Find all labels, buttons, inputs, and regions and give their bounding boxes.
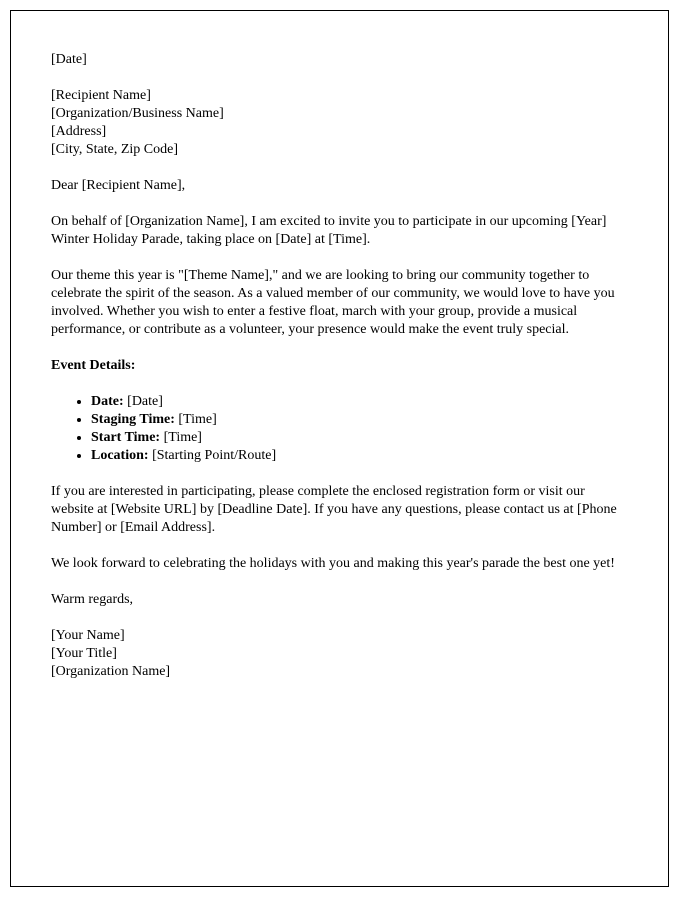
event-detail-date	[91, 393, 622, 411]
salutation: Dear [Recipient Name],	[51, 178, 186, 193]
recipient-address: [Address]	[51, 124, 107, 139]
event-detail-staging-time	[91, 411, 622, 429]
event-detail-start-time-label: Start Time:	[91, 430, 161, 445]
recipient-organization: [Organization/Business Name]	[51, 106, 224, 121]
event-detail-location	[91, 447, 622, 465]
event-detail-staging-time-value: [Time]	[174, 412, 217, 427]
event-details-heading: Event Details:	[51, 358, 136, 373]
event-detail-date-label: Date:	[91, 394, 124, 409]
event-detail-location-label: Location:	[91, 448, 149, 463]
paragraph-closing: We look forward to celebrating the holidays with you and making this year's parade the best one yet!	[51, 556, 615, 571]
event-details-list	[51, 393, 622, 465]
event-detail-start-time-value: [Time]	[160, 430, 202, 445]
recipient-city-state-zip: [City, State, Zip Code]	[51, 142, 179, 157]
paragraph-registration: If you are interested in participating, please complete the enclosed registration form or visit our website at [Website URL] by [Deadline Date]. If you have any questions, please contact us at [Phone Number] or [Email Address].	[51, 484, 617, 535]
event-detail-location-value: [Starting Point/Route]	[148, 448, 277, 463]
recipient-name: [Recipient Name]	[51, 88, 151, 103]
event-detail-start-time	[91, 429, 622, 447]
signature-name: [Your Name]	[51, 628, 125, 643]
recipient-address-block	[51, 87, 622, 159]
signature-block	[51, 627, 622, 681]
letter-page	[10, 10, 669, 887]
event-detail-date-value: [Date]	[123, 394, 163, 409]
signature-organization: [Organization Name]	[51, 664, 171, 679]
letter-date: [Date]	[51, 52, 87, 67]
paragraph-theme: Our theme this year is "[Theme Name]," and we are looking to bring our community together to celebrate the spirit of the season. As a valued member of our community, we would love to have you involved. Whether you wish to enter a festive float, march with your group, provide a musical performance, or contribute as a volunteer, your presence would make the event truly special.	[51, 268, 615, 337]
valediction: Warm regards,	[51, 592, 134, 607]
event-detail-staging-time-label: Staging Time:	[91, 412, 175, 427]
paragraph-intro: On behalf of [Organization Name], I am excited to invite you to participate in our upcoming [Year] Winter Holiday Parade, taking place on [Date] at [Time].	[51, 214, 607, 247]
signature-title: [Your Title]	[51, 646, 117, 661]
